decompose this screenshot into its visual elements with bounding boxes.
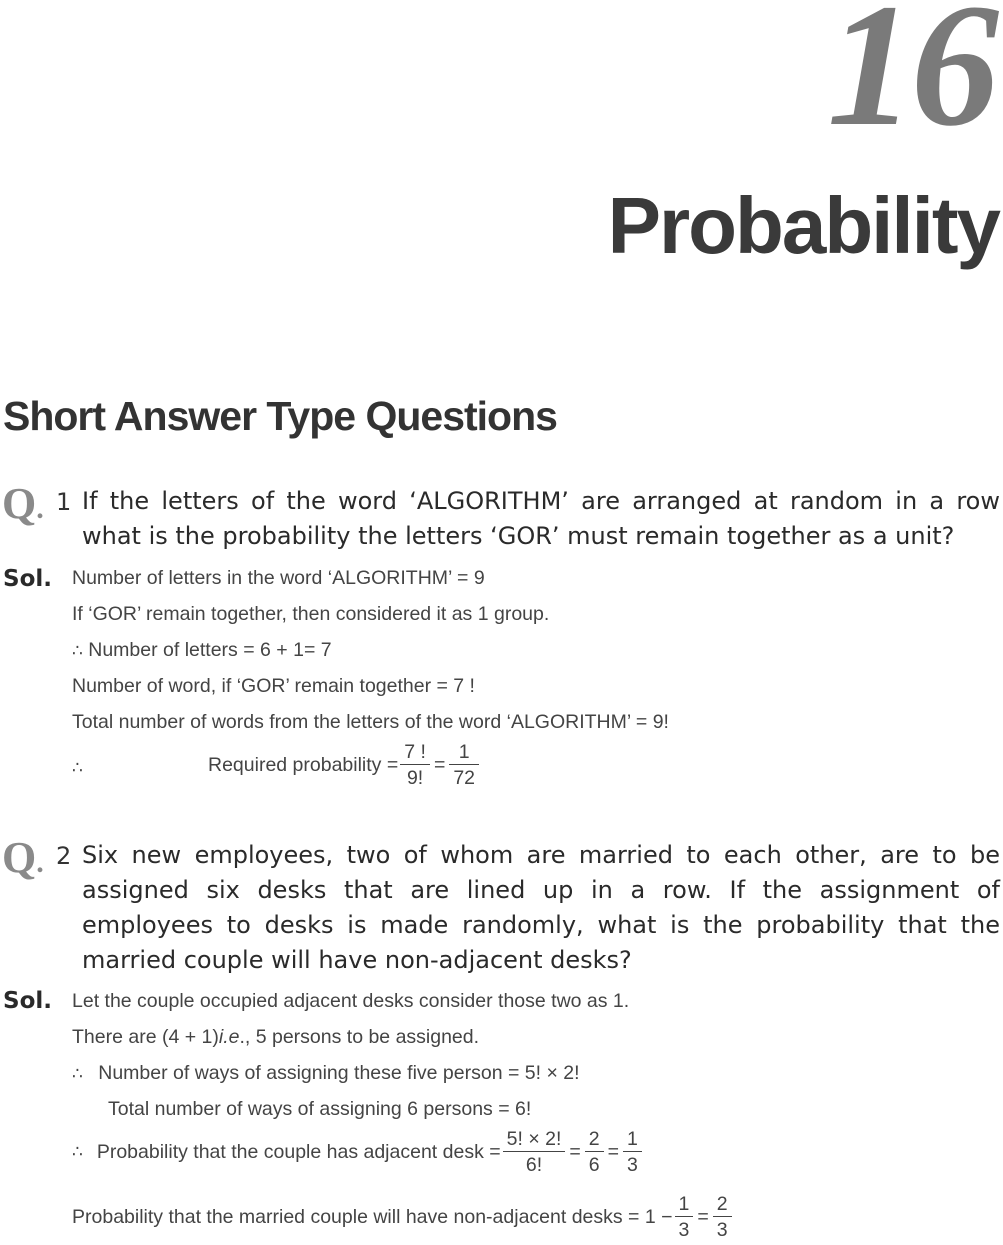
chapter-number: 16 <box>827 0 995 163</box>
section-heading: Short Answer Type Questions <box>3 393 557 439</box>
fraction-denominator: 9! <box>406 767 424 789</box>
fraction-numerator: 2 <box>585 1127 604 1152</box>
solution-line: Let the couple occupied adjacent desks consider those two as 1. <box>72 990 630 1012</box>
fraction-numerator: 2 <box>713 1192 732 1217</box>
question-text: Six new employees, two of whom are married to each other, are to be assigned six desks that are lined up in a row. If the assignment of employees to desks is made randomly, what is the probability that the married couple will have non-adjacent desks? <box>82 841 1000 974</box>
fraction <box>713 1192 732 1243</box>
result-label: Required probability = <box>208 753 399 776</box>
result-label: Probability that the married couple will have non-adjacent desks = 1 − <box>72 1205 673 1228</box>
equals-sign: = <box>569 1140 581 1163</box>
result-equation <box>72 1127 644 1178</box>
fraction-denominator: 6 <box>588 1154 600 1176</box>
solution-label: Sol. <box>3 566 52 592</box>
fraction <box>585 1127 604 1178</box>
result-equation <box>208 740 481 791</box>
solution-line <box>72 1028 479 1048</box>
fraction <box>623 1127 642 1178</box>
question-marker-letter: Q <box>2 833 37 882</box>
fraction-denominator: 3 <box>678 1219 690 1241</box>
question-number: 1 <box>56 488 72 516</box>
result-label: Probability that the couple has adjacent desk = <box>96 1140 501 1163</box>
equals-sign: = <box>433 753 446 776</box>
solution-text: Number of letters = 6 + 1= 7 <box>88 639 332 661</box>
solution-text: ., 5 persons to be assigned. <box>239 1026 480 1048</box>
fraction-numerator: 1 <box>675 1192 694 1217</box>
question-marker <box>2 479 44 528</box>
fraction-numerator: 7 ! <box>400 740 430 765</box>
therefore-symbol: ∴ <box>72 1142 83 1162</box>
question-number: 2 <box>56 842 72 870</box>
question-marker-letter: Q <box>2 479 37 528</box>
question-marker-dot: . <box>36 492 44 525</box>
fraction-denominator: 3 <box>627 1154 638 1176</box>
solution-line: Total number of ways of assigning 6 persons = 6! <box>108 1098 532 1120</box>
fraction <box>503 1127 566 1178</box>
question-text: If the letters of the word ‘ALGORITHM’ are arranged at random in a row what is the probability the letters ‘GOR’ must remain together as a unit? <box>82 487 1000 550</box>
fraction-numerator: 5! × 2! <box>503 1127 566 1152</box>
fraction-denominator: 6! <box>525 1154 543 1176</box>
solution-line <box>72 641 332 661</box>
question-marker-dot: . <box>36 846 44 879</box>
solution-line <box>72 1064 580 1084</box>
fraction-numerator: 1 <box>449 740 479 765</box>
equals-sign: = <box>607 1140 620 1163</box>
solution-text-italic: i.e <box>218 1026 240 1048</box>
solution-text: There are (4 + 1) <box>72 1026 219 1048</box>
therefore-symbol: ∴ <box>72 641 83 661</box>
fraction-denominator: 3 <box>716 1219 728 1241</box>
therefore-symbol: ∴ <box>72 758 83 778</box>
solution-line: Number of letters in the word ‘ALGORITHM’ = 9 <box>72 567 485 589</box>
solution-line: Number of word, if ‘GOR’ remain together = 7 ! <box>72 675 475 697</box>
solution-label: Sol. <box>3 988 52 1014</box>
solution-text: Number of ways of assigning these five person = 5! × 2! <box>98 1062 580 1084</box>
fraction <box>400 740 430 791</box>
fraction <box>675 1192 694 1243</box>
solution-line: If ‘GOR’ remain together, then considered it as 1 group. <box>72 603 550 625</box>
question-marker <box>2 833 44 882</box>
therefore-symbol: ∴ <box>72 1064 83 1084</box>
fraction-denominator: 72 <box>453 767 476 789</box>
fraction <box>449 740 479 791</box>
equals-sign: = <box>697 1205 709 1228</box>
solution-line: Total number of words from the letters of the word ‘ALGORITHM’ = 9! <box>72 711 669 733</box>
fraction-numerator: 1 <box>623 1127 642 1152</box>
chapter-title: Probability <box>607 181 999 270</box>
result-equation <box>72 1192 734 1243</box>
